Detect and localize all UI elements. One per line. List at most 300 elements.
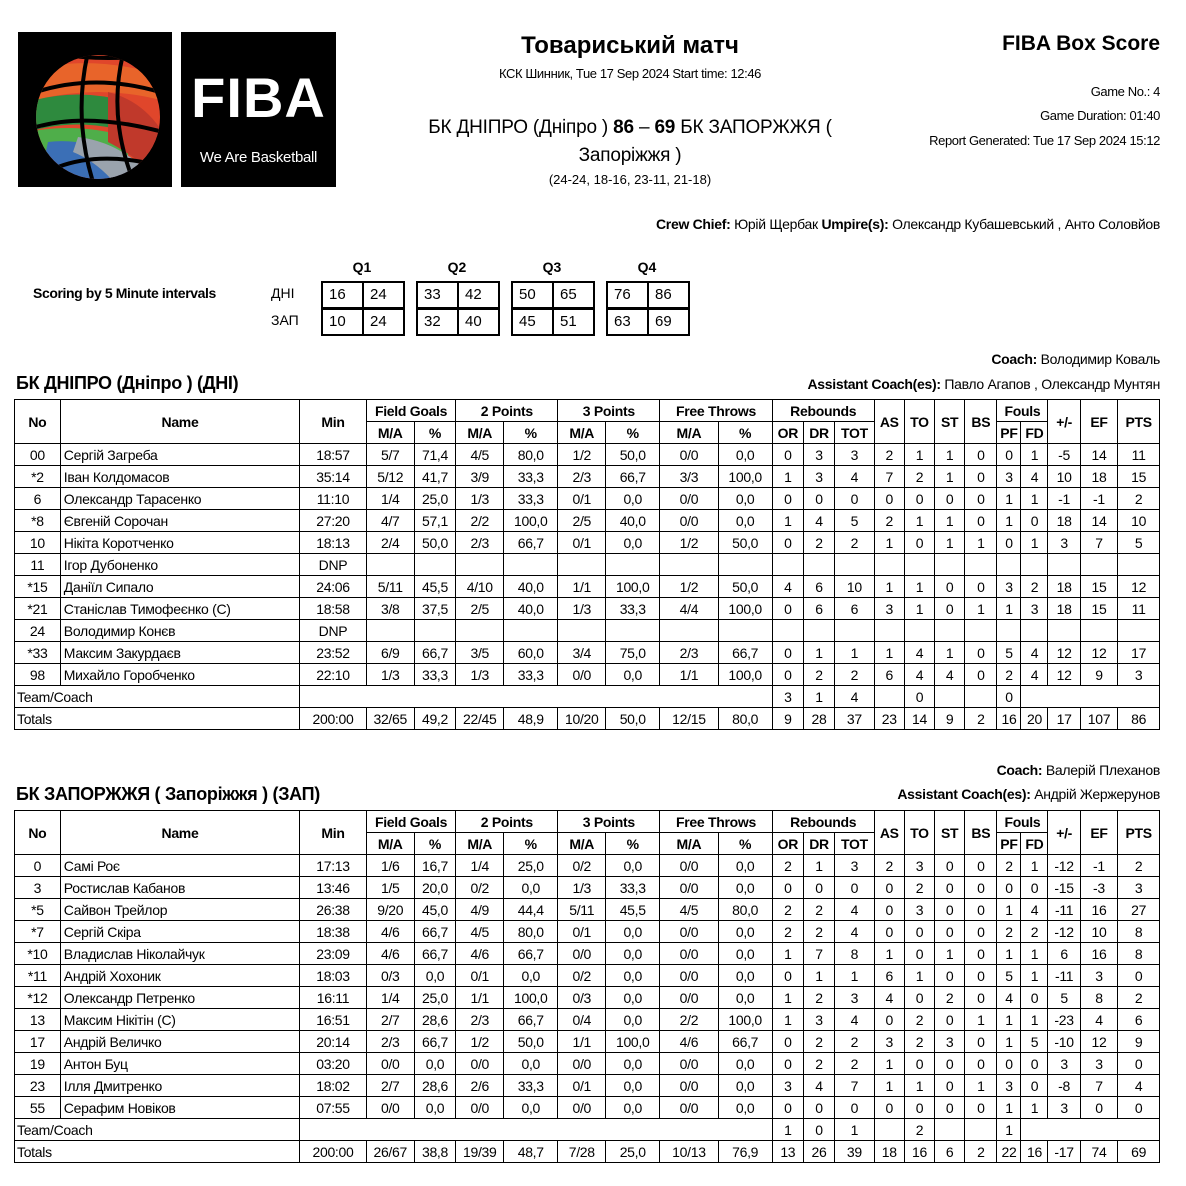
col-subheader-fd: FD	[1021, 833, 1048, 855]
stat-cell: -12	[1048, 921, 1080, 943]
totals-cell: 74	[1080, 1141, 1117, 1163]
stat-cell: 0	[997, 444, 1021, 466]
team-coach-tot: 1	[835, 1119, 875, 1141]
stat-cell	[772, 554, 803, 576]
team1-title: БК ДНІПРО (Дніпро ) (ДНІ)	[16, 373, 239, 393]
totals-cell: 22	[997, 1141, 1021, 1163]
stat-cell: 2/2	[456, 510, 504, 532]
stat-cell: 0	[874, 488, 904, 510]
col-header-pts: PTS	[1118, 811, 1160, 855]
player-name: Максим Закурдаєв	[60, 642, 299, 664]
stat-cell: 11	[1118, 444, 1160, 466]
stat-cell: 0	[965, 444, 997, 466]
stat-cell: 0,0	[718, 444, 772, 466]
stat-cell: 40,0	[504, 598, 558, 620]
stat-cell: 7	[803, 943, 834, 965]
stat-cell: 10	[1080, 921, 1117, 943]
stat-cell: 1/2	[558, 444, 606, 466]
stat-cell	[803, 620, 834, 642]
stat-cell: 0	[997, 877, 1021, 899]
col-header-st: ST	[935, 400, 965, 444]
stat-cell: 2	[904, 1009, 934, 1031]
player-name: Нікіта Коротченко	[60, 532, 299, 554]
stat-cell: 1	[772, 987, 803, 1009]
stat-cell: 5/12	[366, 466, 414, 488]
stat-cell: 4	[904, 642, 934, 664]
stat-cell	[1080, 620, 1117, 642]
stat-cell: 16,7	[414, 855, 456, 877]
stat-cell: 0,0	[718, 943, 772, 965]
player-name: Сайвон Трейлор	[60, 899, 299, 921]
stat-cell: 57,1	[414, 510, 456, 532]
stat-cell: 3	[835, 444, 875, 466]
stat-cell: 5	[1021, 1031, 1048, 1053]
team-coach-as	[874, 1119, 904, 1141]
totals-cell: 76,9	[718, 1141, 772, 1163]
stat-cell: 3	[803, 466, 834, 488]
interval-score-box	[321, 308, 405, 336]
stat-cell: 0	[965, 466, 997, 488]
stat-cell: 1	[803, 642, 834, 664]
col-subheader-pct: %	[504, 422, 558, 444]
stat-cell: 3	[1021, 598, 1048, 620]
stat-cell: 0	[904, 987, 934, 1009]
stat-cell: 2	[874, 855, 904, 877]
stat-cell: 6	[874, 965, 904, 987]
totals-cell: 48,7	[504, 1141, 558, 1163]
totals-cell: 200:00	[300, 708, 367, 730]
player-number: *21	[15, 598, 61, 620]
stat-cell: 1	[997, 1097, 1021, 1119]
stat-cell: 80,0	[504, 444, 558, 466]
stat-cell: 0	[874, 899, 904, 921]
player-name: Даніїл Сипало	[60, 576, 299, 598]
interval-quarter-label: Q2	[447, 259, 467, 275]
col-header-to: TO	[904, 811, 934, 855]
stat-cell: 0,0	[606, 943, 660, 965]
stat-cell: 28,6	[414, 1075, 456, 1097]
stat-cell	[414, 554, 456, 576]
stat-cell: 1	[997, 943, 1021, 965]
player-number: 19	[15, 1053, 61, 1075]
player-name: Серафим Новіков	[60, 1097, 299, 1119]
stat-cell: 0	[1080, 1097, 1117, 1119]
stat-cell: 1	[935, 943, 965, 965]
stat-cell: 1	[835, 965, 875, 987]
stat-cell: 0	[874, 877, 904, 899]
stat-cell: 14	[1080, 444, 1117, 466]
stat-cell: 4/5	[660, 899, 718, 921]
table-row	[15, 1097, 1160, 1119]
stat-cell: 4/4	[660, 598, 718, 620]
player-minutes: 23:52	[300, 642, 367, 664]
stat-cell: 1/1	[558, 1031, 606, 1053]
stat-cell: 6	[803, 598, 834, 620]
interval-score: 42	[465, 286, 482, 303]
totals-cell: 23	[874, 708, 904, 730]
stat-cell: 0,0	[414, 965, 456, 987]
interval-scoring-label: Scoring by 5 Minute intervals	[33, 285, 216, 301]
stat-cell: 2	[803, 1031, 834, 1053]
stat-cell: 0/2	[558, 855, 606, 877]
stat-cell: 0/0	[660, 1075, 718, 1097]
stat-cell: 0	[935, 921, 965, 943]
stat-cell: 1/3	[558, 598, 606, 620]
stat-cell	[718, 554, 772, 576]
stat-cell: 0/1	[558, 532, 606, 554]
stat-cell: 0	[904, 921, 934, 943]
player-minutes: 23:09	[300, 943, 367, 965]
stat-cell: 4/6	[456, 943, 504, 965]
stat-cell: 2/2	[660, 1009, 718, 1031]
stat-cell: 2	[1118, 488, 1160, 510]
stat-cell: 2	[835, 532, 875, 554]
interval-score-box	[511, 281, 595, 309]
interval-quarter-label: Q4	[637, 259, 657, 275]
player-minutes: 16:51	[300, 1009, 367, 1031]
team-coach-blank	[300, 1119, 773, 1141]
stat-cell: 0/0	[558, 664, 606, 686]
stat-cell: 1/1	[558, 576, 606, 598]
stat-cell: 100,0	[504, 987, 558, 1009]
stat-cell: 20,0	[414, 877, 456, 899]
totals-cell: 50,0	[606, 708, 660, 730]
player-number: 17	[15, 1031, 61, 1053]
stat-cell: 0	[965, 488, 997, 510]
table-row	[15, 576, 1160, 598]
stat-cell: 50,0	[606, 444, 660, 466]
totals-cell: 107	[1080, 708, 1117, 730]
interval-score: 50	[513, 283, 554, 307]
col-subheader-pct: %	[504, 833, 558, 855]
player-number: *5	[15, 899, 61, 921]
team-coach-pf: 1	[997, 1119, 1021, 1141]
stat-cell: 0,0	[606, 987, 660, 1009]
stat-cell: 4/6	[366, 921, 414, 943]
col-subheader-or: OR	[772, 422, 803, 444]
umpires-label: Umpire(s):	[821, 216, 889, 232]
player-minutes: 20:14	[300, 1031, 367, 1053]
player-name: Сергій Загреба	[60, 444, 299, 466]
stat-cell: 2	[1118, 855, 1160, 877]
table-row	[15, 642, 1160, 664]
stat-cell: 0	[965, 1097, 997, 1119]
fiba-logo-tagline: We Are Basketball	[199, 149, 318, 166]
stat-cell: 1/3	[366, 664, 414, 686]
stat-cell: -10	[1048, 1031, 1080, 1053]
stat-cell: 1	[772, 1009, 803, 1031]
stat-cell: 14	[1080, 510, 1117, 532]
table-row	[15, 620, 1160, 642]
stat-cell: 0	[935, 1009, 965, 1031]
player-number: 10	[15, 532, 61, 554]
stat-cell: 1/4	[366, 987, 414, 1009]
stat-cell: 10	[1118, 510, 1160, 532]
interval-team-code: ЗАП	[271, 312, 299, 328]
stat-cell: 0	[904, 1053, 934, 1075]
interval-score-box	[606, 308, 690, 336]
stat-cell: 0/3	[558, 987, 606, 1009]
stat-cell: 4	[803, 510, 834, 532]
stat-cell: 3	[935, 1031, 965, 1053]
stat-cell: 5/11	[558, 899, 606, 921]
stat-cell: 4/5	[456, 444, 504, 466]
col-subheader-pct: %	[606, 833, 660, 855]
col-header-plus-minus: +/-	[1048, 811, 1080, 855]
player-minutes: 16:11	[300, 987, 367, 1009]
stat-cell: 50,0	[718, 532, 772, 554]
team-coach-rest	[1021, 686, 1160, 708]
totals-cell: 80,0	[718, 708, 772, 730]
col-header-rebounds: Rebounds	[772, 811, 874, 833]
stat-cell: 12	[1118, 576, 1160, 598]
stat-cell: 0,0	[606, 664, 660, 686]
stat-cell: 0	[965, 510, 997, 532]
stat-cell: 1	[904, 598, 934, 620]
stat-cell: 3	[1080, 1053, 1117, 1075]
stat-cell: 0	[803, 877, 834, 899]
stat-cell: 0	[803, 1097, 834, 1119]
stat-cell: 5/7	[366, 444, 414, 466]
team-coach-dr: 1	[803, 686, 834, 708]
stat-cell: 100,0	[718, 664, 772, 686]
totals-cell: 2	[965, 1141, 997, 1163]
totals-row	[15, 708, 1160, 730]
totals-cell: 16	[1021, 1141, 1048, 1163]
stat-cell: 0	[1118, 1053, 1160, 1075]
col-header-as: AS	[874, 811, 904, 855]
interval-score: 69	[655, 313, 672, 330]
stat-cell: -3	[1080, 877, 1117, 899]
totals-cell: 14	[904, 708, 934, 730]
stat-cell	[366, 554, 414, 576]
stat-cell: 2/3	[660, 642, 718, 664]
stat-cell: 40,0	[606, 510, 660, 532]
home-team-name: БК ДНІПРО (Дніпро )	[428, 117, 609, 138]
stat-cell: 1	[997, 899, 1021, 921]
stat-cell: 3	[997, 466, 1021, 488]
stat-cell: 6/9	[366, 642, 414, 664]
interval-score: 63	[608, 310, 649, 334]
stat-cell: 0,0	[606, 921, 660, 943]
totals-cell: 22/45	[456, 708, 504, 730]
player-name: Володимир Конєв	[60, 620, 299, 642]
player-name: Владислав Ніколайчук	[60, 943, 299, 965]
stat-cell: 1	[997, 510, 1021, 532]
stat-cell: 18	[1048, 576, 1080, 598]
assistant-coach-label: Assistant Coach(es):	[807, 376, 941, 392]
stat-cell	[606, 554, 660, 576]
stat-cell: 4	[904, 664, 934, 686]
stat-cell: 2	[803, 921, 834, 943]
stat-cell: 0/0	[660, 1053, 718, 1075]
stat-cell: 7	[835, 1075, 875, 1097]
table-row	[15, 899, 1160, 921]
totals-cell: 20	[1021, 708, 1048, 730]
stat-cell: 2/3	[456, 532, 504, 554]
totals-cell: 26/67	[366, 1141, 414, 1163]
table-row	[15, 1075, 1160, 1097]
stat-cell: 4/5	[456, 921, 504, 943]
stat-cell: 2/5	[456, 598, 504, 620]
stat-cell: 33,3	[504, 1075, 558, 1097]
col-subheader-pct: %	[718, 833, 772, 855]
stat-cell: 0	[935, 598, 965, 620]
stat-cell	[660, 620, 718, 642]
totals-label: Totals	[15, 1141, 300, 1163]
table-row	[15, 554, 1160, 576]
col-header-name: Name	[60, 400, 299, 444]
team-coach-or: 3	[772, 686, 803, 708]
stat-cell: 1	[965, 1009, 997, 1031]
stat-cell: 1	[1021, 855, 1048, 877]
stat-cell	[366, 620, 414, 642]
stat-cell: 4	[835, 466, 875, 488]
away-team-name: БК ЗАПОРЖЖЯ (	[680, 117, 832, 138]
stat-cell: 6	[835, 598, 875, 620]
stat-cell: 0	[965, 921, 997, 943]
stat-cell: 5/11	[366, 576, 414, 598]
stat-cell: 1	[874, 1053, 904, 1075]
stat-cell: 2	[803, 664, 834, 686]
stat-cell	[904, 554, 934, 576]
stat-cell: -15	[1048, 877, 1080, 899]
stat-cell: 1	[772, 943, 803, 965]
interval-quarter-label: Q1	[352, 259, 372, 275]
stat-cell: -1	[1080, 855, 1117, 877]
team1-assistant-coaches	[807, 376, 1160, 392]
stat-cell: 75,0	[606, 642, 660, 664]
score-separator: –	[638, 117, 650, 138]
stat-cell: 0/1	[558, 921, 606, 943]
player-minutes: 18:13	[300, 532, 367, 554]
assistant-coach-names: Павло Агапов , Олександр Мунтян	[944, 376, 1160, 392]
stat-cell: 6	[803, 576, 834, 598]
stat-cell: 0	[1021, 1053, 1048, 1075]
totals-cell: 7/28	[558, 1141, 606, 1163]
stat-cell: 2	[904, 877, 934, 899]
stat-cell: 0/2	[558, 965, 606, 987]
stat-cell: 66,7	[606, 466, 660, 488]
player-minutes: 18:38	[300, 921, 367, 943]
stat-cell: 1/2	[660, 576, 718, 598]
team-coach-to: 2	[904, 1119, 934, 1141]
stat-cell: 0,0	[606, 1097, 660, 1119]
team2-coach	[997, 762, 1160, 778]
stat-cell: 0/0	[660, 855, 718, 877]
stat-cell: 4	[874, 987, 904, 1009]
stat-cell: 0,0	[606, 488, 660, 510]
player-minutes: 35:14	[300, 466, 367, 488]
player-minutes: 18:02	[300, 1075, 367, 1097]
stat-cell	[997, 620, 1021, 642]
player-number: 24	[15, 620, 61, 642]
stat-cell: 0	[772, 642, 803, 664]
stat-cell: 3	[904, 899, 934, 921]
stat-cell: 0	[1021, 510, 1048, 532]
player-name: Сергій Скіра	[60, 921, 299, 943]
stat-cell: 12	[1048, 642, 1080, 664]
interval-quarter-label: Q3	[542, 259, 562, 275]
stat-cell: -1	[1048, 488, 1080, 510]
stat-cell: 1/1	[660, 664, 718, 686]
stat-cell: 1	[935, 466, 965, 488]
stat-cell: 1	[835, 642, 875, 664]
col-subheader-pct: %	[606, 422, 660, 444]
stat-cell: 41,7	[414, 466, 456, 488]
stat-cell: 37,5	[414, 598, 456, 620]
player-name: Олександр Тарасенко	[60, 488, 299, 510]
coach-label: Coach:	[996, 762, 1043, 778]
stat-cell: 4	[1021, 642, 1048, 664]
interval-score: 33	[418, 283, 459, 307]
home-score: 86	[613, 117, 634, 138]
stat-cell: 4	[835, 1009, 875, 1031]
stat-cell: 12	[1080, 1031, 1117, 1053]
stat-cell: 5	[997, 642, 1021, 664]
player-number: 55	[15, 1097, 61, 1119]
stat-cell	[1048, 554, 1080, 576]
stat-cell: 0	[935, 488, 965, 510]
stat-cell: 2/4	[366, 532, 414, 554]
stat-cell: 0/0	[660, 943, 718, 965]
player-minutes: 26:38	[300, 899, 367, 921]
stat-cell: 0/0	[558, 943, 606, 965]
stat-cell: 1	[997, 488, 1021, 510]
stat-cell: 25,0	[414, 987, 456, 1009]
stat-cell	[660, 554, 718, 576]
col-subheader-pf: PF	[997, 833, 1021, 855]
team-coach-rest	[1021, 1119, 1160, 1141]
stat-cell: 5	[1118, 532, 1160, 554]
stat-cell: 2	[997, 921, 1021, 943]
stat-cell: 33,3	[606, 598, 660, 620]
stat-cell: 2	[835, 1031, 875, 1053]
stat-cell: 2	[803, 899, 834, 921]
stat-cell: 1	[997, 598, 1021, 620]
stat-cell: 0	[772, 444, 803, 466]
stat-cell	[558, 620, 606, 642]
stat-cell: 71,4	[414, 444, 456, 466]
stat-cell: 5	[1048, 987, 1080, 1009]
stat-cell	[1048, 620, 1080, 642]
totals-cell: 26	[803, 1141, 834, 1163]
stat-cell	[1080, 554, 1117, 576]
interval-score: 40	[465, 313, 482, 330]
stat-cell: -23	[1048, 1009, 1080, 1031]
table-row	[15, 664, 1160, 686]
stat-cell: 0/0	[660, 965, 718, 987]
stat-cell	[935, 620, 965, 642]
stat-cell: 0/4	[558, 1009, 606, 1031]
stat-cell: 2	[803, 987, 834, 1009]
stat-cell: 2	[835, 1053, 875, 1075]
table-row	[15, 1053, 1160, 1075]
stat-cell: 18	[1080, 466, 1117, 488]
stat-cell: 0/0	[456, 1053, 504, 1075]
stat-cell: 1/1	[456, 987, 504, 1009]
col-header-free-throws: Free Throws	[660, 400, 772, 422]
stat-cell: 0/1	[456, 965, 504, 987]
col-header-no: No	[15, 400, 61, 444]
stat-cell: 0,0	[504, 877, 558, 899]
stat-cell	[965, 554, 997, 576]
stat-cell: 0	[965, 1053, 997, 1075]
totals-cell: 39	[835, 1141, 875, 1163]
team-coach-to: 0	[904, 686, 934, 708]
stat-cell	[997, 554, 1021, 576]
stat-cell: 4/7	[366, 510, 414, 532]
